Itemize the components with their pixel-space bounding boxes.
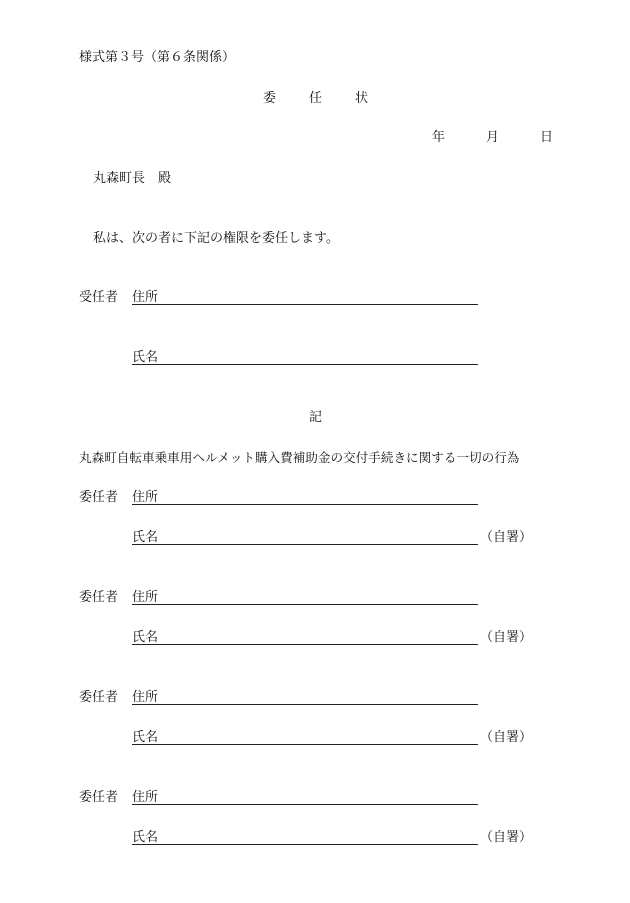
date-year-label: 年 — [432, 130, 446, 145]
delegator-address-label: 住所 — [132, 490, 159, 505]
delegate-name-line[interactable] — [132, 364, 478, 365]
delegate-address-label: 住所 — [132, 290, 159, 305]
title-char: 状 — [355, 91, 369, 106]
date-day-label: 日 — [540, 130, 554, 145]
title-char: 委 — [263, 91, 277, 106]
delegator-address-label: 住所 — [132, 690, 159, 705]
ki-label: 記 — [309, 410, 323, 425]
delegator-address-line[interactable] — [132, 804, 478, 805]
delegator-name-label: 氏名 — [132, 830, 159, 845]
delegator-role-label: 委任者 — [79, 590, 119, 605]
delegator-name-line[interactable] — [132, 644, 478, 645]
delegator-name-label: 氏名 — [132, 530, 159, 545]
signature-note: （自署） — [480, 530, 533, 545]
delegator-name-line[interactable] — [132, 744, 478, 745]
signature-note: （自署） — [480, 730, 533, 745]
delegator-role-label: 委任者 — [79, 490, 119, 505]
delegator-name-line[interactable] — [132, 844, 478, 845]
delegator-name-label: 氏名 — [132, 730, 159, 745]
delegator-address-label: 住所 — [132, 590, 159, 605]
delegator-name-label: 氏名 — [132, 630, 159, 645]
date-month-label: 月 — [486, 130, 500, 145]
signature-note: （自署） — [480, 630, 533, 645]
delegator-name-line[interactable] — [132, 544, 478, 545]
delegator-role-label: 委任者 — [79, 690, 119, 705]
statement: 私は、次の者に下記の権限を委任します。 — [93, 231, 339, 246]
purpose-text: 丸森町自転車乗車用ヘルメット購入費補助金の交付手続きに関する一切の行為 — [79, 450, 520, 465]
delegate-address-line[interactable] — [132, 304, 478, 305]
title-char: 任 — [309, 91, 323, 106]
delegate-role-label: 受任者 — [79, 290, 119, 305]
addressee: 丸森町長 殿 — [93, 171, 172, 186]
delegate-name-label: 氏名 — [132, 350, 159, 365]
delegator-address-line[interactable] — [132, 704, 478, 705]
signature-note: （自署） — [480, 830, 533, 845]
form-number: 様式第３号（第６条関係） — [79, 50, 236, 65]
delegator-address-line[interactable] — [132, 504, 478, 505]
delegator-address-label: 住所 — [132, 790, 159, 805]
delegator-address-line[interactable] — [132, 604, 478, 605]
delegator-role-label: 委任者 — [79, 790, 119, 805]
